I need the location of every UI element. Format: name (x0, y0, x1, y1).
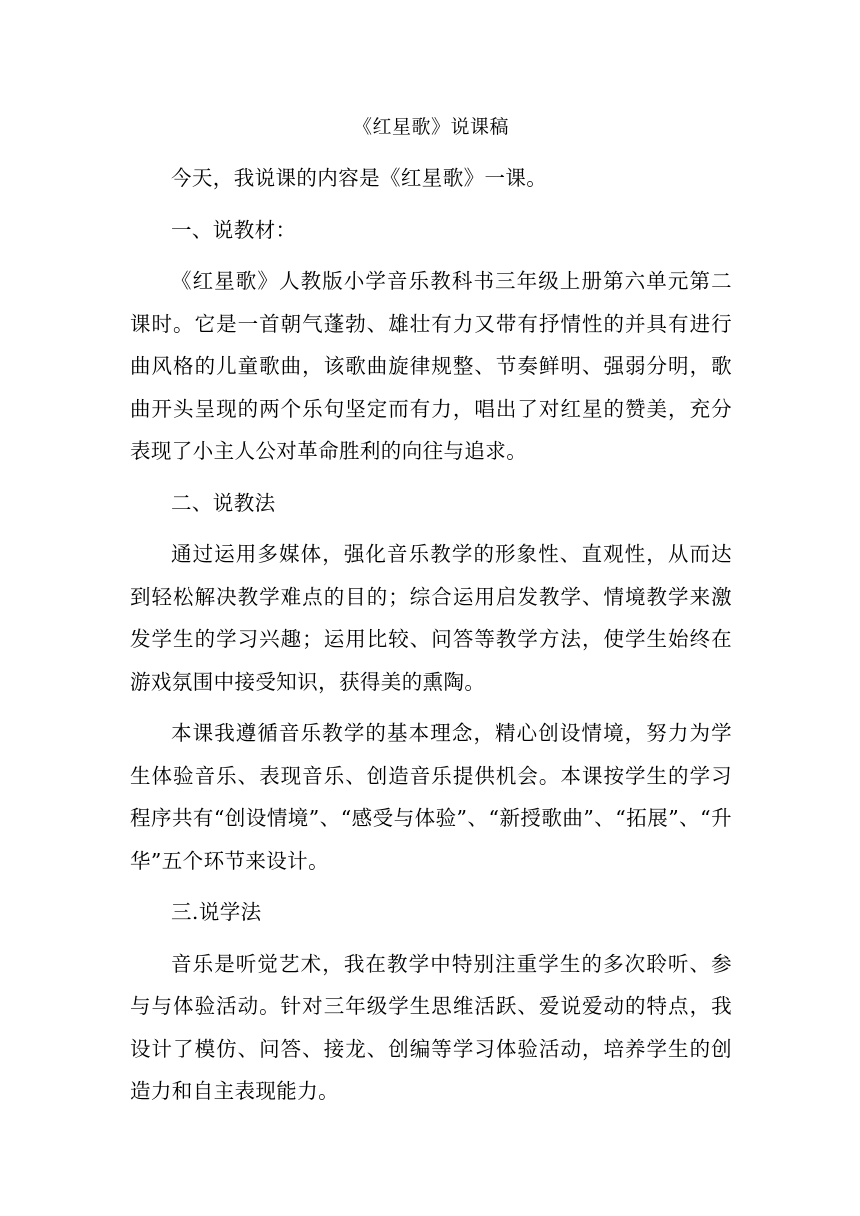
section-heading-teaching-material: 一、说教材： (171, 217, 297, 242)
paragraph-teaching-method-1: 通过运用多媒体，强化音乐教学的形象性、直观性，从而达到轻松解决教学难点的目的；综合运用启发教学、情境教学来激发学生的学习兴趣；运用比较、问答等教学方法，使学生始终在游戏氛围中接受知识，获得美的熏陶。 (130, 542, 732, 694)
intro-paragraph: 今天，我说课的内容是《红星歌》一课。 (171, 166, 548, 190)
document-title: 《红星歌》说课稿 (352, 116, 509, 138)
paragraph-teaching-method-2: 本课我遵循音乐教学的基本理念，精心创设情境，努力为学生体验音乐、表现音乐、创造音乐提供机会。本课按学生的学习程序共有“创设情境”、“感受与体验”、“新授歌曲”、“拓展”、“升华”五个环节来设计。 (130, 721, 732, 873)
paragraph-learning-method: 音乐是听觉艺术，我在教学中特别注重学生的多次聆听、参与与体验活动。针对三年级学生思维活跃、爱说爱动的特点，我设计了模仿、问答、接龙、创编等学习体验活动，培养学生的创造力和自主表现能力。 (130, 951, 732, 1103)
section-heading-learning-method: 三.说学法 (171, 900, 262, 924)
section-heading-teaching-method: 二、说教法 (171, 490, 276, 515)
paragraph-teaching-material: 《红星歌》人教版小学音乐教科书三年级上册第六单元第二课时。它是一首朝气蓬勃、雄壮有力又带有抒情性的并具有进行曲风格的儿童歌曲，该歌曲旋律规整、节奏鲜明、强弱分明，歌曲开头呈现的两个乐句坚定而有力，唱出了对红星的赞美，充分表现了小主人公对革命胜利的向往与追求。 (130, 269, 732, 463)
document-page (130, 112, 732, 1122)
